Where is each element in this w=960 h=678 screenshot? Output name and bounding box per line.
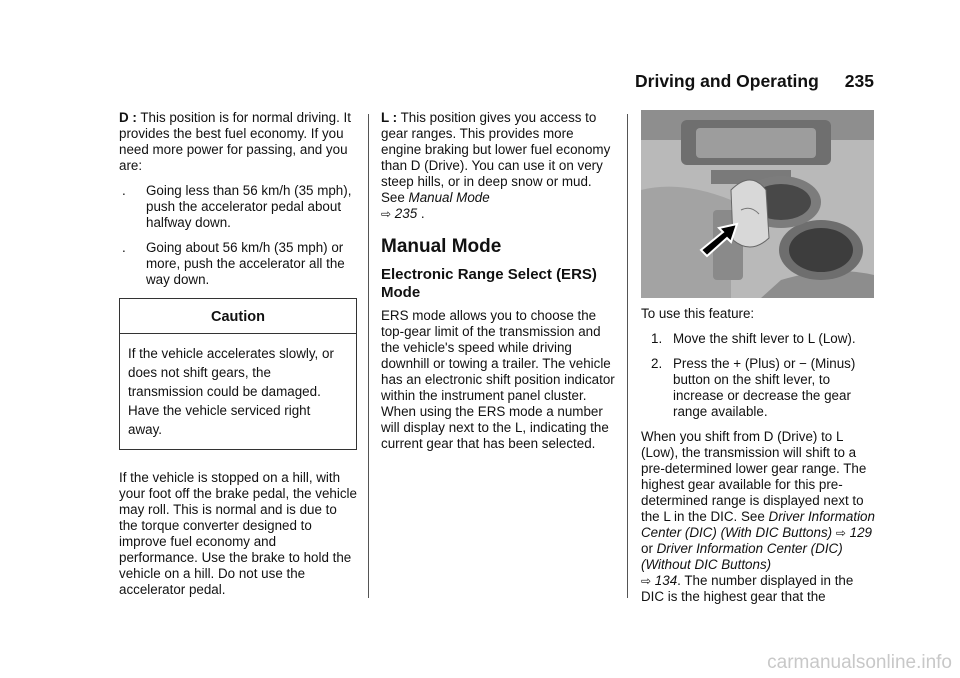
column-divider [368,114,369,598]
column-1 [119,110,357,607]
paragraph-hill: If the vehicle is stopped on a hill, with your foot off the brake pedal, the vehicle may roll. This is normal and is due to the torque converter designed to improve fuel economy and performance. Use the brake to hold the vehicle on a hill. Do not use the accelerator pedal. [119,470,357,597]
paragraph-d [119,110,357,174]
list-item: 1. Move the shift lever to L (Low). [651,331,856,346]
list-item: 2. Press the + (Plus) or − (Minus) button on the shift lever, to increase or decrease the gear range available. [651,356,856,419]
intro-text: To use this feature: [641,306,755,321]
column-3 [641,110,877,614]
bullet-text: Going about 56 km/h (35 mph) or more, push the accelerator all the way down. [146,240,345,287]
page-ref[interactable]: 235 [394,206,418,221]
l-text: This position gives you access to gear ranges. This provides more engine braking but lower fuel economy than D (Drive). You can use it on very steep hills, or in deep snow or mud. See [381,110,611,205]
column-2 [381,110,617,461]
page-header [635,71,874,92]
heading-ers: Electronic Range Select (ERS) Mode [381,266,597,301]
column-divider [627,114,628,598]
list-item: . Going less than 56 km/h (35 mph), push the accelerator pedal about halfway down. [119,183,357,231]
paragraph-dic: When you shift from D (Drive) to L (Low), the transmission will shift to a pre-determined lower gear range. The highest gear available for this pre-determined range is displayed next to the L in the DIC. See Driver Information Center (DIC) (With DIC Buttons) ⇨ 129 or Driver Information Center (DIC) (Without DIC Buttons) ⇨ 134. The number displayed in the DIC is the highest gear that the [641,429,875,604]
ref-arrow-icon: ⇨ [381,207,392,221]
ref-arrow-icon: ⇨ [641,574,652,588]
paragraph-l: L : This position gives you access to gear ranges. This provides more engine braking but lower fuel economy than D (Drive). You can use it on very steep hills, or in deep snow or mud. See Manual Mode ⇨ 235 . [381,110,611,221]
ref-arrow-icon: ⇨ [835,526,846,540]
manual-mode-link[interactable]: Manual Mode [408,190,490,205]
heading-manual-mode: Manual Mode [381,236,502,257]
d-label: D : [119,110,137,125]
shift-lever-photo [641,110,874,298]
watermark: carmanualsonline.info [767,652,952,673]
d-text: This position is for normal driving. It provides the best fuel economy. If you need more power for passing, and you are: [119,110,351,173]
steps-list [641,331,877,420]
page-ref[interactable]: 134 [654,573,678,588]
caution-box [119,298,357,450]
dic-link-with-buttons[interactable]: Driver Information Center (DIC) (With DIC Buttons) [641,509,875,540]
page-ref[interactable]: 129 [849,525,872,540]
list-item: . Going about 56 km/h (35 mph) or more, push the accelerator all the way down. [119,240,357,288]
caution-body: If the vehicle accelerates slowly, or does not shift gears, the transmission could be damaged. Have the vehicle serviced right away. [128,346,334,437]
l-label: L : [381,110,398,125]
dic-link-without-buttons[interactable]: Driver Information Center (DIC) (Without DIC Buttons) [641,541,843,572]
caution-title: Caution [120,299,356,334]
page-number: 235 [844,71,874,91]
paragraph-ers: ERS mode allows you to choose the top-gear limit of the transmission and the vehicle's speed while driving downhill or towing a trailer. The vehicle has an electronic shift position indicator within the instrument panel cluster. When using the ERS mode a number will display next to the L, indicating the current gear that has been selected. [381,308,615,451]
bullet-text: Going less than 56 km/h (35 mph), push the accelerator pedal about halfway down. [146,183,352,230]
section-title: Driving and Operating [635,71,819,91]
